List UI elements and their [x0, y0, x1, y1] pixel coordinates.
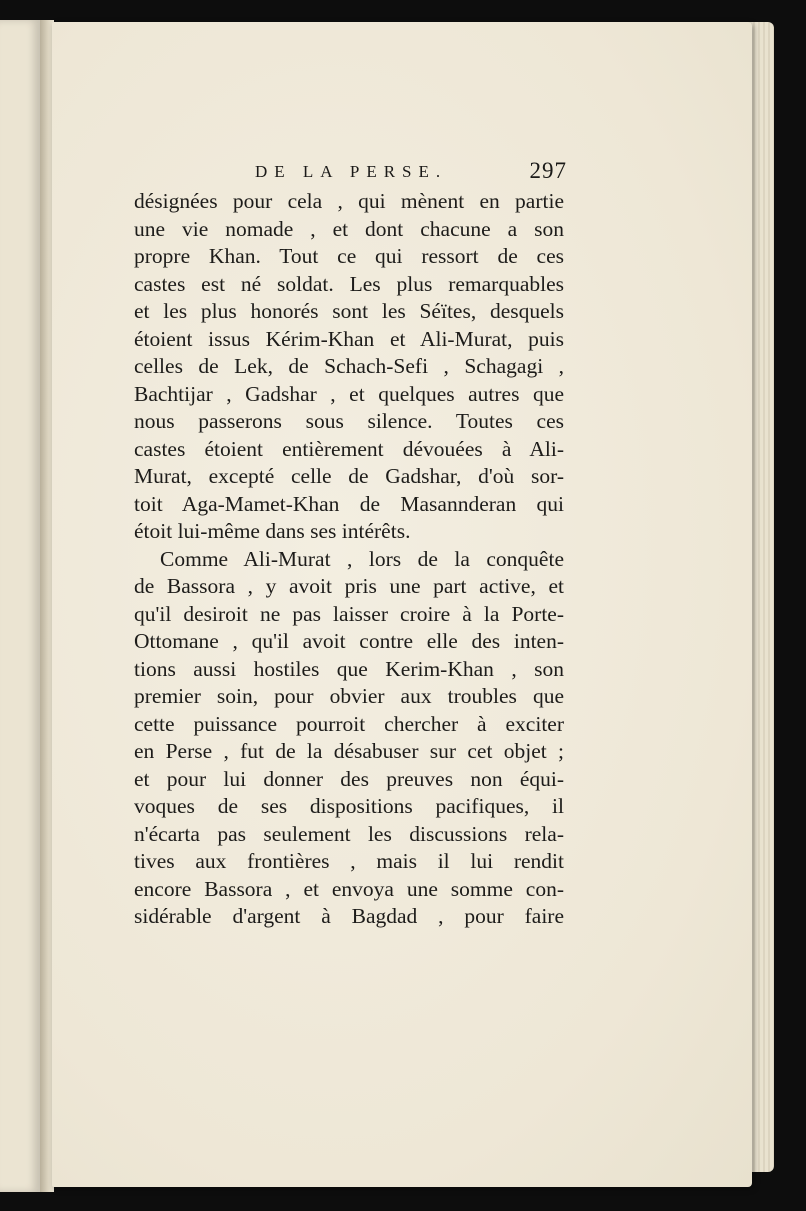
- text-line: propre Khan. Tout ce qui ressort de ces: [134, 244, 564, 268]
- text-line: Bachtijar , Gadshar , et quelques autres que: [134, 381, 564, 406]
- page-header: [255, 158, 567, 188]
- text-line: voques de ses dispositions pacifiques, il: [134, 794, 564, 818]
- text-line: et pour lui donner des preuves non équi-: [134, 766, 564, 791]
- left-page-edge: [0, 20, 42, 1192]
- text-line: Comme Ali-Murat , lors de la conquête: [160, 546, 564, 571]
- text-line: nous passerons sous silence. Toutes ces: [134, 409, 564, 433]
- text-line: de Bassora , y avoit pris une part active, et: [134, 574, 564, 598]
- text-line: Murat, excepté celle de Gadshar, d'où sor-: [134, 464, 564, 488]
- text-line: qu'il desiroit ne pas laisser croire à la Porte-: [134, 601, 564, 626]
- text-line: toit Aga-Mamet-Khan de Masannderan qui: [134, 491, 564, 516]
- text-line: sidérable d'argent à Bagdad , pour faire: [134, 904, 564, 928]
- page-number: 297: [529, 158, 567, 183]
- text-line: une vie nomade , et dont chacune a son: [134, 216, 564, 241]
- text-line: désignées pour cela , qui mènent en partie: [134, 189, 564, 213]
- text-line: tions aussi hostiles que Kerim-Khan , son: [134, 656, 564, 681]
- text-line: encore Bassora , et envoya une somme con-: [134, 876, 564, 901]
- text-line: castes est né soldat. Les plus remarquables: [134, 271, 564, 296]
- text-line: en Perse , fut de la désabuser sur cet objet ;: [134, 739, 564, 763]
- text-line: castes étoient entièrement dévouées à Ali-: [134, 436, 564, 461]
- text-line: celles de Lek, de Schach-Sefi , Schagagi ,: [134, 354, 564, 378]
- text-line: étoit lui-même dans ses intérêts.: [134, 519, 411, 543]
- text-line: premier soin, pour obvier aux troubles que: [134, 684, 564, 708]
- text-line: n'écarta pas seulement les discussions rela-: [134, 821, 564, 846]
- text-line: Ottomane , qu'il avoit contre elle des inten-: [134, 629, 564, 653]
- text-line: et les plus honorés sont les Séïtes, desquels: [134, 299, 564, 323]
- text-line: étoient issus Kérim-Khan et Ali-Murat, puis: [134, 326, 564, 351]
- running-head: DE LA PERSE.: [255, 162, 448, 181]
- text-line: cette puissance pourroit chercher à exciter: [134, 711, 564, 736]
- body-text: [134, 188, 564, 931]
- text-line: tives aux frontières , mais il lui rendit: [134, 849, 564, 873]
